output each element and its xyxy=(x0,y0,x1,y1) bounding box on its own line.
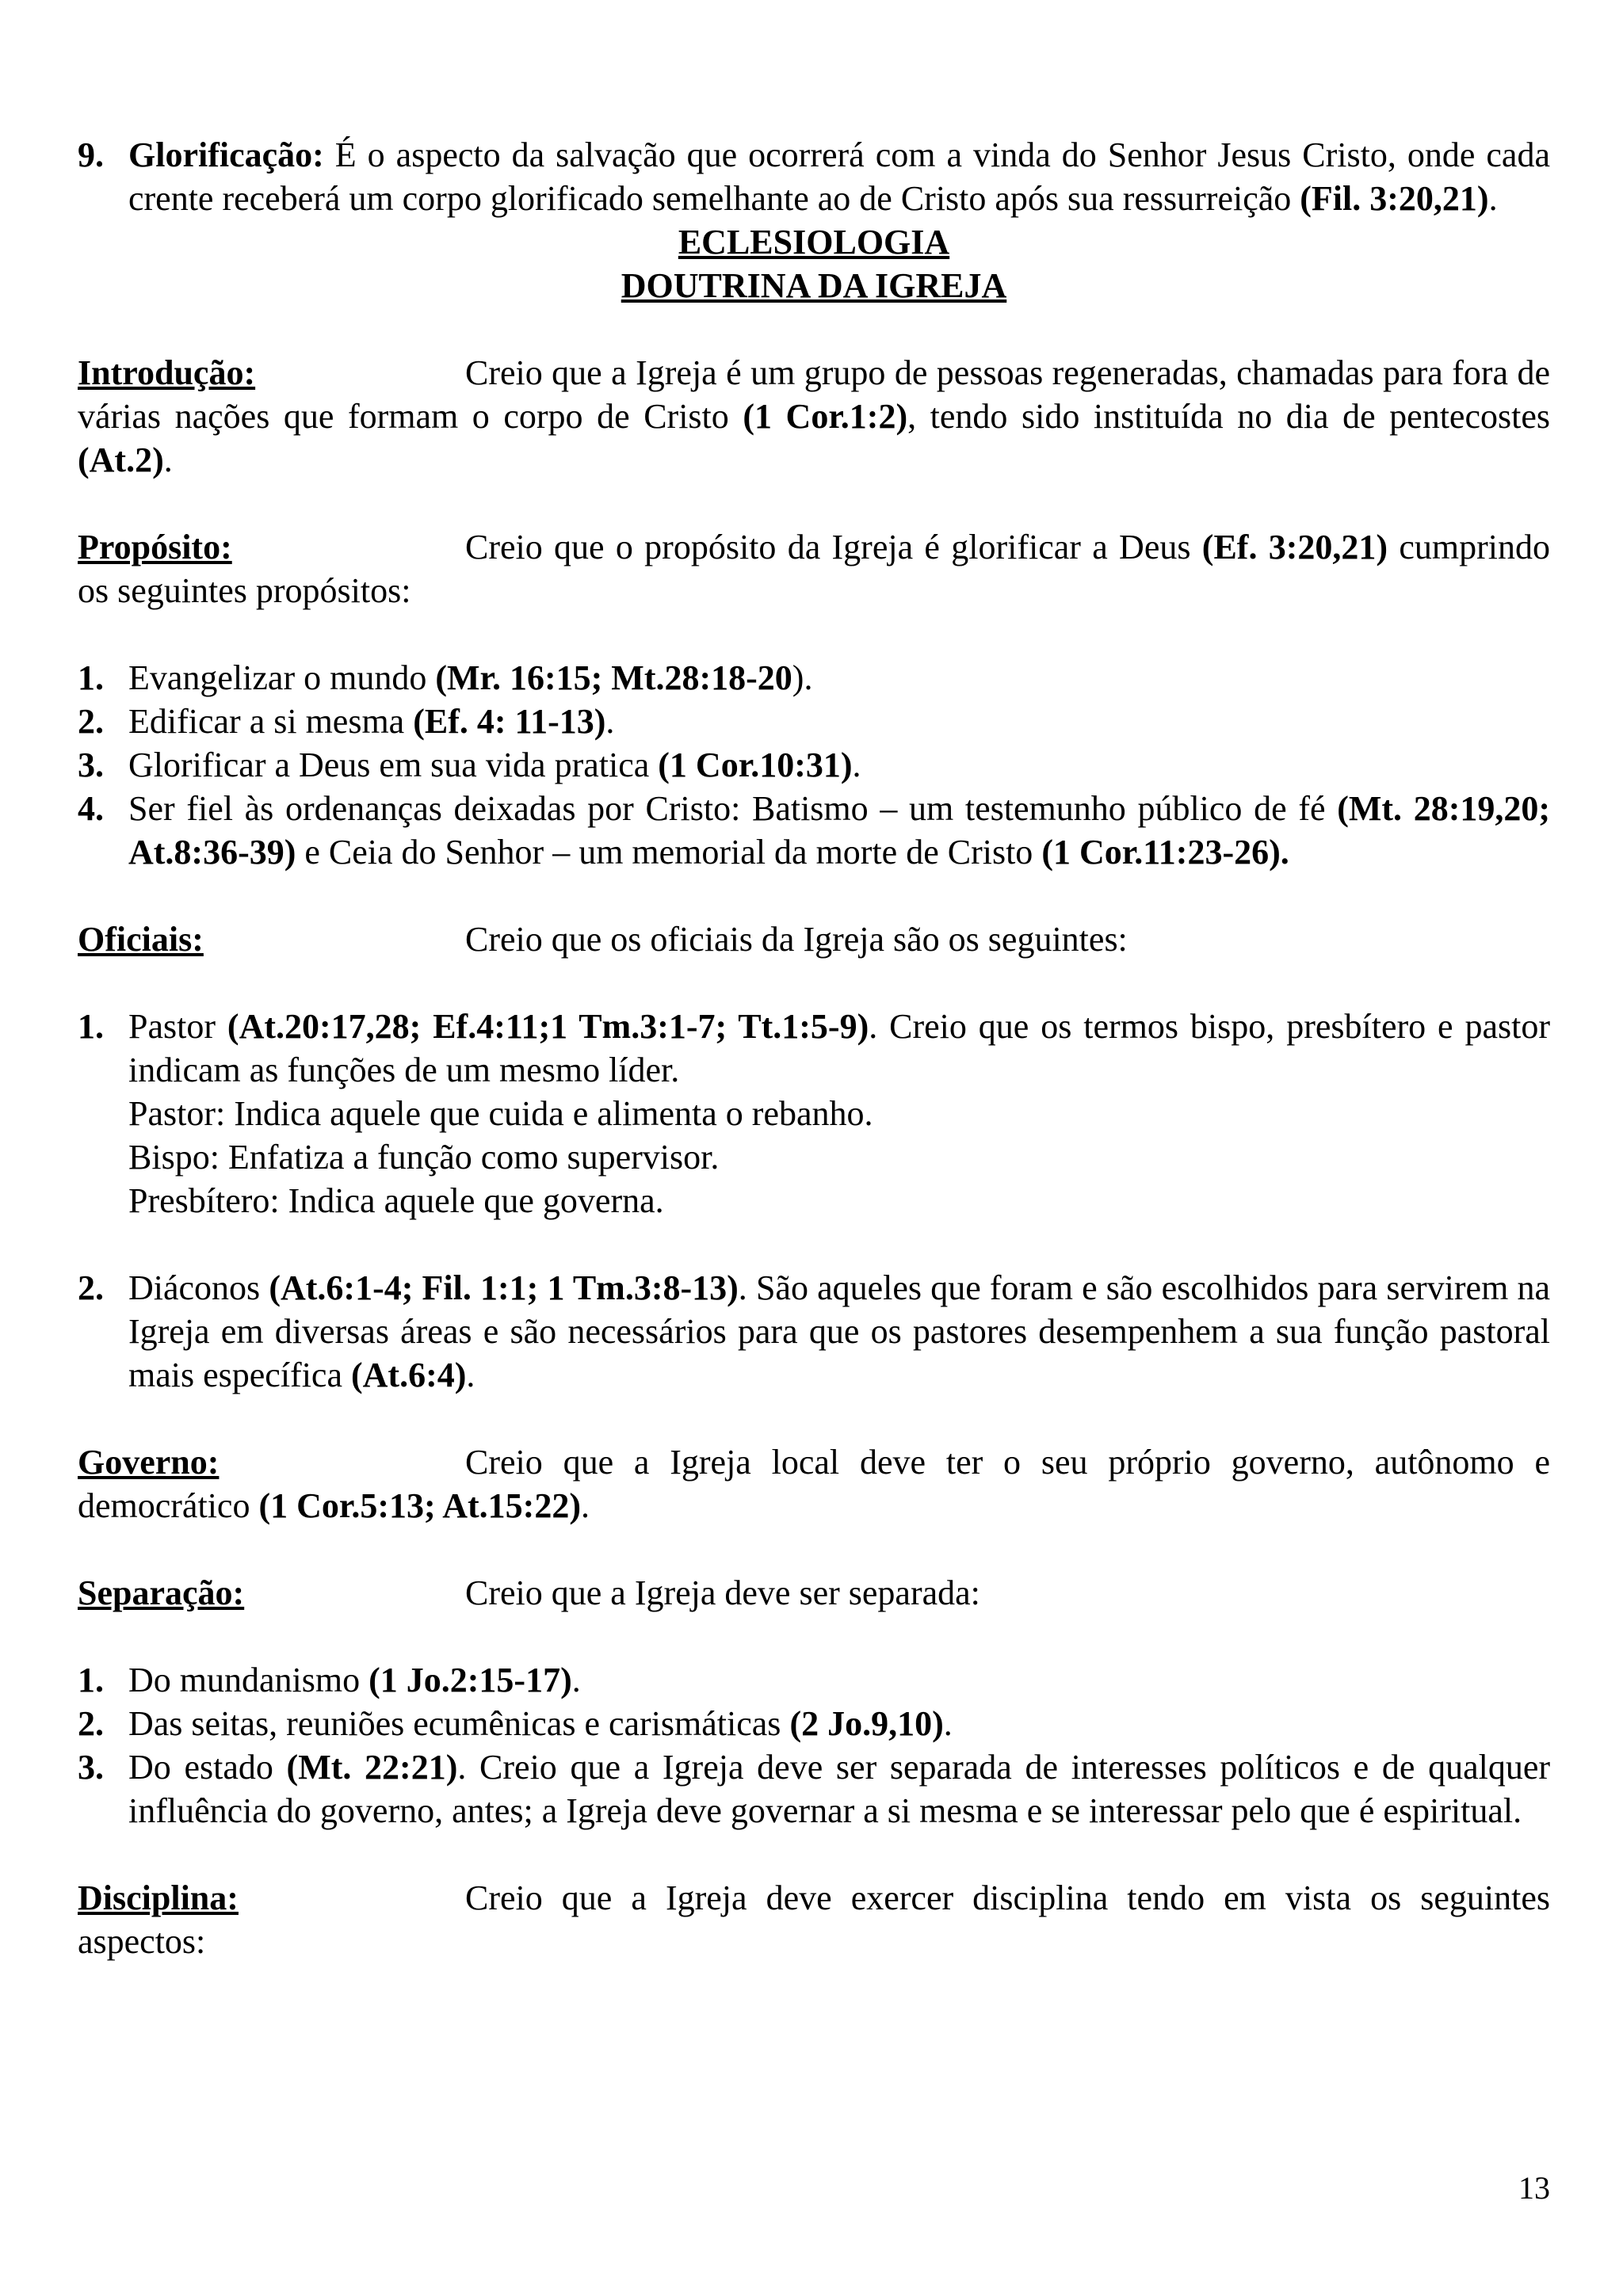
scripture-ref: (Ef. 4: 11-13) xyxy=(413,702,606,741)
intro-paragraph: Introdução: Creio que a Igreja é um grupo de pessoas regeneradas, chamadas para fora de várias nações que formam o corpo de Cristo (1 Cor.1:2), tendo sido instituída no dia de pentecostes (At.2). xyxy=(78,351,1550,482)
scripture-ref: (At.20:17,28; Ef.4:11;1 Tm.3:1-7; Tt.1:5-9) xyxy=(227,1007,869,1046)
separacao-heading: Separação: xyxy=(78,1573,245,1612)
scripture-ref: (1 Jo.2:15-17) xyxy=(369,1661,572,1699)
scripture-ref: (Fil. 3:20,21) xyxy=(1300,179,1489,218)
item-number: 9. xyxy=(78,135,104,174)
section-title: ECLESIOLOGIA xyxy=(678,223,950,261)
scripture-ref: (2 Jo.9,10) xyxy=(789,1704,944,1743)
list-item: 3. Glorificar a Deus em sua vida pratica (1 Cor.10:31). xyxy=(78,746,861,784)
scripture-ref: (At.2) xyxy=(78,441,164,479)
scripture-ref: (1 Cor.1:2) xyxy=(743,397,908,436)
scripture-ref: (Mt. 28:19,20; At.8:36-39) xyxy=(128,789,1551,871)
list-item: 2. Das seitas, reuniões ecumênicas e carismáticas (2 Jo.9,10). xyxy=(78,1704,953,1743)
separacao-paragraph: Separação: Creio que a Igreja deve ser separada: xyxy=(78,1571,1550,1615)
scripture-ref: (1 Cor.10:31) xyxy=(658,746,853,784)
definition-line: Presbítero: Indica aquele que governa. xyxy=(128,1181,664,1220)
page-number: 13 xyxy=(1518,2170,1550,2206)
item-text: Glorificação: É o aspecto da salvação que ocorrerá com a vinda do Senhor Jesus Cristo, onde cada crente receberá um corpo glorificado semelhante ao de Cristo após sua ressurreição (Fil. 3:20,21). xyxy=(128,135,1550,218)
disciplina-paragraph: Disciplina: Creio que a Igreja deve exercer disciplina tendo em vista os seguintes aspectos: xyxy=(78,1876,1550,1963)
list-item: 3. Do estado (Mt. 22:21). Creio que a Igreja deve ser separada de interesses políticos e de qualquer influência do governo, antes; a Igreja deve governar a si mesma e se interessar pelo que é espiritual. xyxy=(78,1748,1550,1830)
document-page xyxy=(78,133,1550,1963)
section-subtitle: DOUTRINA DA IGREJA xyxy=(621,266,1007,305)
oficiais-heading: Oficiais: xyxy=(78,920,204,959)
scripture-ref: (Ef. 3:20,21) xyxy=(1201,528,1388,566)
disciplina-heading: Disciplina: xyxy=(78,1878,239,1917)
list-item: 2. Edificar a si mesma (Ef. 4: 11-13). xyxy=(78,702,615,741)
definition-line: Bispo: Enfatiza a função como supervisor. xyxy=(128,1138,720,1177)
glorificacao-item xyxy=(78,133,1550,220)
list-item: 1. Evangelizar o mundo (Mr. 16:15; Mt.28:18-20). xyxy=(78,658,813,697)
oficiais-paragraph: Oficiais: Creio que os oficiais da Igreja são os seguintes: xyxy=(78,917,1550,961)
scripture-ref: (Mt. 22:21) xyxy=(286,1748,458,1787)
governo-heading: Governo: xyxy=(78,1443,220,1482)
item-title: Glorificação: xyxy=(128,135,324,174)
list-item: 1. Do mundanismo (1 Jo.2:15-17). xyxy=(78,1661,581,1699)
proposito-heading: Propósito: xyxy=(78,528,232,566)
scripture-ref: (1 Cor.11:23-26). xyxy=(1041,833,1289,871)
list-item: 4. Ser fiel às ordenanças deixadas por Cristo: Batismo – um testemunho público de fé (Mt. 28:19,20; At.8:36-39) e Ceia do Senhor – um memorial da morte de Cristo (1 Cor.11:23-26). xyxy=(78,789,1551,871)
scripture-ref: (Mr. 16:15; Mt.28:18-20 xyxy=(435,658,792,697)
definition-line: Pastor: Indica aquele que cuida e alimenta o rebanho. xyxy=(128,1094,873,1133)
scripture-ref: (1 Cor.5:13; At.15:22) xyxy=(258,1486,581,1525)
intro-heading: Introdução: xyxy=(78,353,256,392)
list-item: 2. Diáconos (At.6:1-4; Fil. 1:1; 1 Tm.3:8-13). São aqueles que foram e são escolhidos para servirem na Igreja em diversas áreas e são necessários para que os pastores desempenhem a sua função pastoral mais específica (At.6:4). xyxy=(78,1268,1550,1394)
proposito-paragraph: Propósito: Creio que o propósito da Igreja é glorificar a Deus (Ef. 3:20,21) cumprindo os seguintes propósitos: xyxy=(78,525,1550,612)
list-item: 1. Pastor (At.20:17,28; Ef.4:11;1 Tm.3:1-7; Tt.1:5-9). Creio que os termos bispo, presbítero e pastor indicam as funções de um mesmo líder. Pastor: Indica aquele que cuida e alimenta o rebanho. Bispo: Enfatiza a função como supervisor. Presbítero: Indica aquele que governa. xyxy=(78,1005,1550,1222)
governo-paragraph: Governo: Creio que a Igreja local deve ter o seu próprio governo, autônomo e democrático (1 Cor.5:13; At.15:22). xyxy=(78,1440,1550,1527)
scripture-ref: (At.6:1-4; Fil. 1:1; 1 Tm.3:8-13) xyxy=(269,1268,739,1307)
scripture-ref: (At.6:4) xyxy=(350,1356,467,1394)
